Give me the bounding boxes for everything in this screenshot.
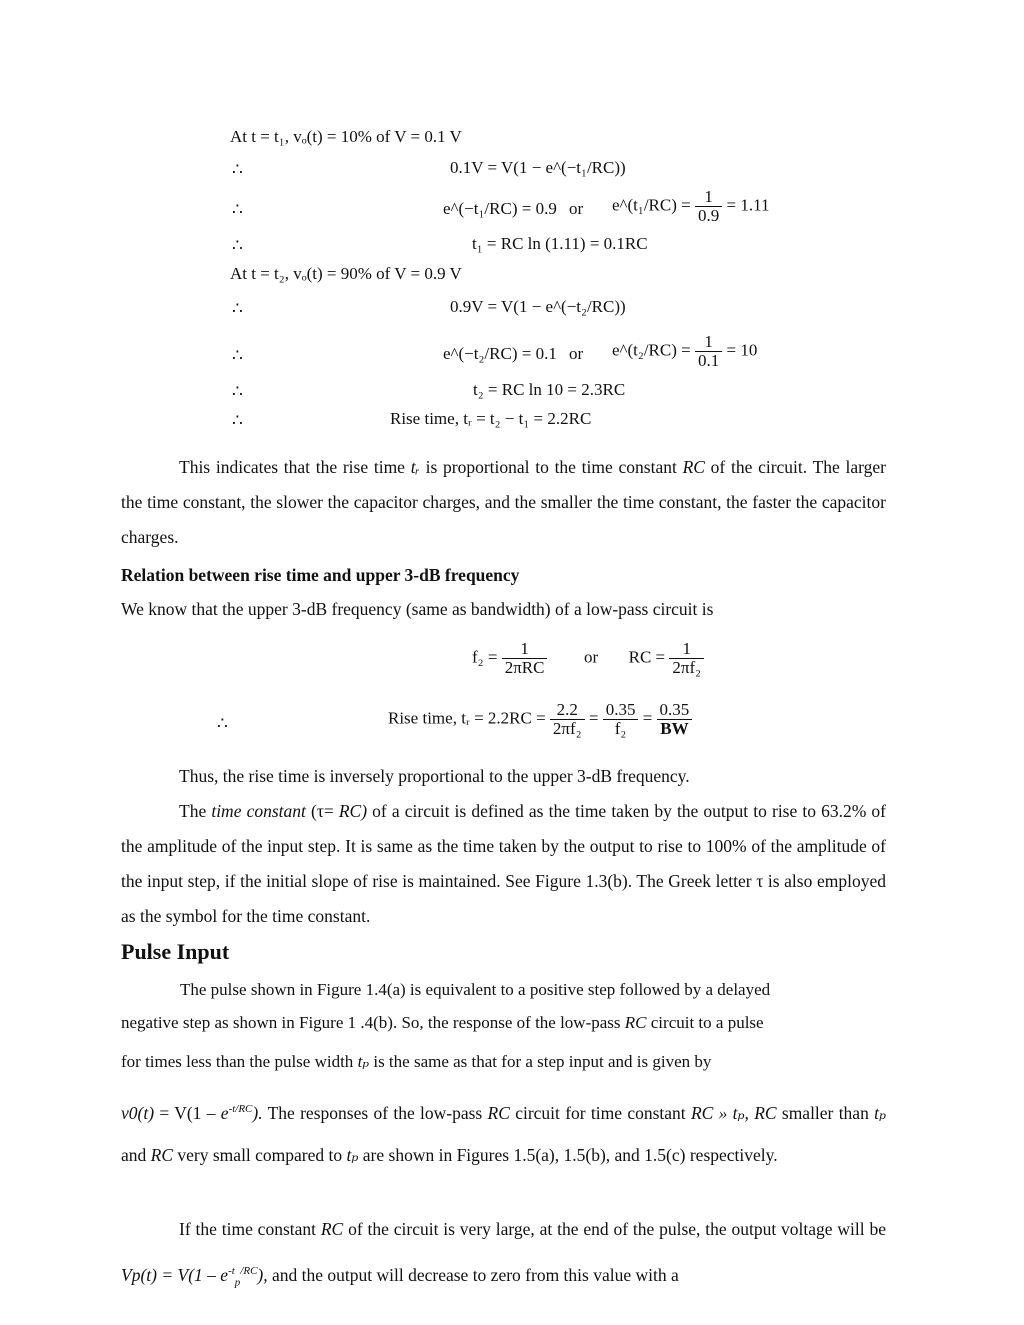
symbol-rc: RC [320,1219,344,1239]
therefore-symbol: ∴ [217,714,228,733]
therefore-symbol: ∴ [232,200,243,219]
denominator: f₂ [603,719,639,738]
symbol-tr: tᵣ [410,457,420,477]
paragraph-inverse: Thus, the rise time is inversely proportional to the upper 3-dB frequency. [179,766,690,786]
section-heading-pulse-input: Pulse Input [121,939,230,964]
symbol-tp: tₚ [346,1144,359,1165]
symbol-rc-tp: RC » tₚ, RC [690,1102,777,1123]
or-word: or [569,344,584,363]
fraction [502,640,548,677]
equation-lhs: Rise time, tᵣ = 2.2RC = [388,708,546,728]
therefore-symbol: ∴ [232,299,243,318]
text: for times less than the pulse width [121,1052,358,1071]
text: and the output will decrease to zero from this value with a [267,1264,679,1285]
numerator: 1 [682,639,691,658]
denominator: 2πRC [502,658,548,677]
text: ). [252,1102,263,1123]
formula-rise-time [388,701,692,738]
text: circuit to a pulse [646,1013,764,1032]
symbol-rc: RC [150,1144,174,1165]
equation-lhs: RC = [628,647,666,667]
exponent: -t/RC [228,1103,253,1115]
derivation-line-9: Rise time, tᵣ = t₂ − t₁ = 2.2RC [390,409,592,428]
paragraph-upper-3db: We know that the upper 3-dB frequency (same as bandwidth) of a low-pass circuit is [121,599,714,619]
denominator: 0.9 [695,206,722,225]
derivation-line-4: t₁ = RC ln (1.11) = 0.1RC [472,234,648,253]
therefore-symbol: ∴ [232,382,243,401]
exponent: /RC [240,1265,258,1277]
numerator: 1 [704,187,713,206]
heading-relation: Relation between rise time and upper 3-dB frequency [121,565,520,585]
equation-lhs: f₂ = [472,647,498,667]
text: is the same as that for a step input and is given by [369,1052,712,1071]
derivation-line-3a: e^(−t₁/RC) = 0.9 [443,199,557,218]
equals: = [588,708,599,728]
denominator: BW [657,719,693,738]
paragraph-responses [121,1088,886,1176]
derivation-line-5: At t = t₂, vₒ(t) = 90% of V = 0.9 V [230,264,462,283]
text: is proportional to the time constant [419,457,683,477]
paragraph-time-constant [121,794,886,934]
fraction [695,333,722,370]
or-word: or [569,199,584,218]
paragraph-pulse-line1: The pulse shown in Figure 1.4(a) is equivalent to a positive step followed by a delayed [180,980,771,999]
therefore-symbol: ∴ [232,346,243,365]
text: of the circuit is very large, at the end of the pulse, the output voltage will be [343,1219,886,1239]
derivation-line-1: At t = t₁, vₒ(t) = 10% of V = 0.1 V [230,127,462,146]
text: and [121,1144,151,1165]
therefore-symbol: ∴ [232,236,243,255]
fraction [669,640,704,677]
derivation-line-3b [612,188,769,225]
numerator: 2.2 [556,700,578,719]
symbol-e: e [220,1102,229,1123]
paragraph-pulse-line3 [121,1052,711,1072]
text: If the time constant [179,1219,321,1239]
text: of the circuit. The larger the time constant, the slower the capacitor charges, and the smaller the time constant, the faster the capacitor charges. [121,457,886,547]
therefore-symbol: ∴ [232,160,243,179]
fraction [657,701,693,738]
text: smaller than [776,1102,875,1123]
therefore-symbol: ∴ [232,411,243,430]
paragraph-large-time-constant [121,1208,886,1303]
text: The responses of the low-pass [262,1102,488,1123]
fraction [695,188,722,225]
symbol-rc: RC [682,457,705,477]
text: negative step as shown in Figure 1 .4(b). So, the response of the low-pass [121,1013,625,1032]
text: of a circuit is defined as the time taken by the output to rise to 63.2% of the amplitude of the input step. It is same as the time taken by the output to rise to 100% of the amplitude of the input step, if the initial slope of rise is maintained. See Figure 1.3(b). The Greek letter τ is also employed as the symbol for the time constant. [121,801,886,926]
numerator: 1 [704,332,713,351]
equals: = [642,708,653,728]
numerator: 0.35 [605,700,636,719]
fraction [550,701,585,738]
text: ), [257,1264,268,1285]
numerator: 0.35 [659,700,690,719]
denominator: 2πf₂ [669,658,704,677]
equation-rhs: = 1.11 [726,195,770,215]
text: circuit for time constant [509,1102,691,1123]
exponent: -t [228,1265,235,1277]
equation-rhs: = 10 [726,340,758,360]
equation-lhs: e^(t₁/RC) = [612,195,691,215]
formula-f2 [472,640,704,677]
text: The [179,801,212,821]
symbol-vo: v0(t) [121,1102,155,1123]
denominator: 2πf₂ [550,719,585,738]
symbol-tp: tₚ [874,1102,886,1123]
paragraph-pulse-line2 [121,1013,764,1033]
fraction [603,701,639,738]
numerator: 1 [520,639,529,658]
denominator: 0.1 [695,351,722,370]
text: very small compared to [173,1144,347,1165]
derivation-line-6: 0.9V = V(1 − e^(−t₂/RC)) [450,297,626,316]
text: = V(1 – [154,1102,221,1123]
symbol-rc: RC [624,1013,647,1032]
equation-lhs: e^(t₂/RC) = [612,340,691,360]
symbol-rc: RC) [338,801,368,821]
symbol-vp: Vp(t) = V(1 – e [121,1264,229,1285]
or-word: or [583,647,599,667]
text: (τ= [305,801,339,821]
symbol-tp: tₚ [357,1052,370,1071]
paragraph-rise-time [121,450,886,555]
symbol-rc: RC [487,1102,510,1123]
text: are shown in Figures 1.5(a), 1.5(b), and 1.5(c) respectively. [358,1144,778,1165]
derivation-line-7a: e^(−t₂/RC) = 0.1 [443,344,557,363]
text: This indicates that the rise time [179,457,411,477]
subscript: p [234,1276,241,1289]
derivation-line-7b [612,333,757,370]
derivation-line-8: t₂ = RC ln 10 = 2.3RC [473,380,626,399]
derivation-line-2: 0.1V = V(1 − e^(−t₁/RC)) [450,158,626,177]
term-time-constant: time constant [211,801,306,821]
